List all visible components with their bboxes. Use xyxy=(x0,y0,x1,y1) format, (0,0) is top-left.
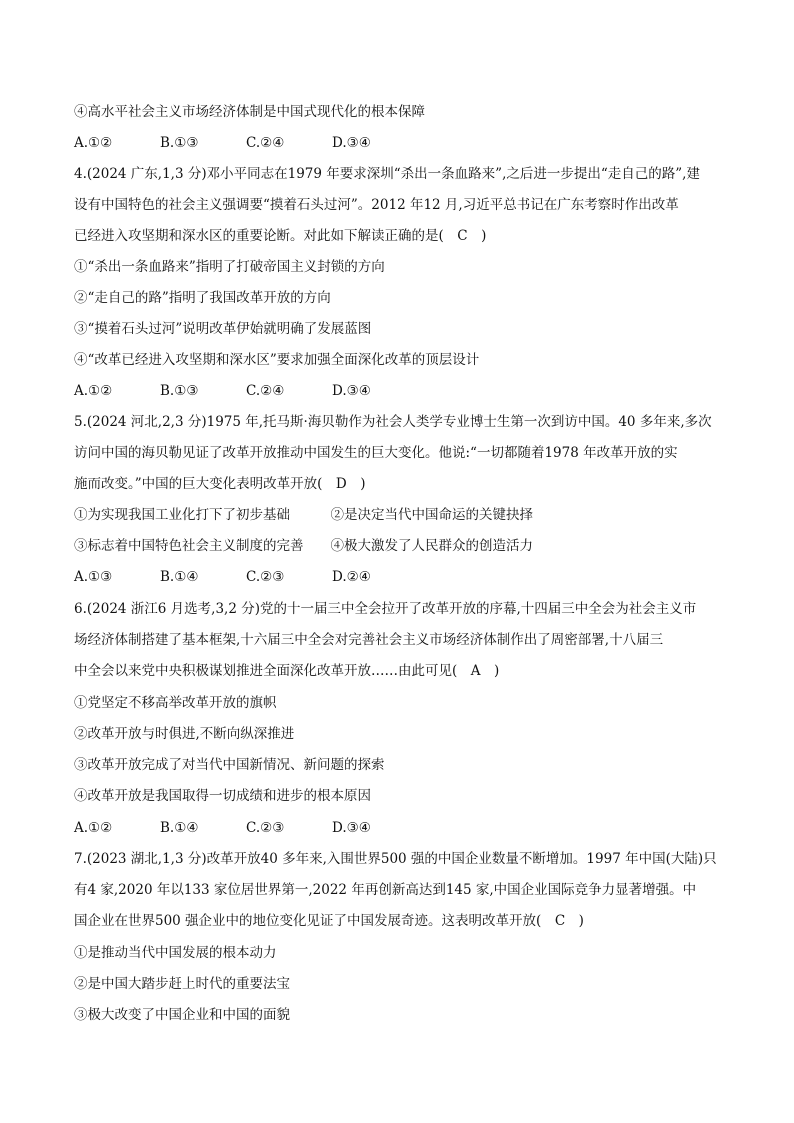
question-stem-line: 6.(2024 浙江6 月选考,3,2 分)党的十一届三中全会拉开了改革开放的序幕,十四届三中全会为社会主义市 xyxy=(74,601,697,617)
option-a: A.①② xyxy=(74,820,113,836)
statement-line: ①“杀出一条血路来”指明了打破帝国主义封锁的方向 xyxy=(74,259,385,275)
option-a: A.①③ xyxy=(74,569,113,585)
option-c: C.②④ xyxy=(246,135,285,151)
option-d: D.③④ xyxy=(332,383,371,399)
statement-line: ④“改革已经进入攻坚期和深水区”要求加强全面深化改革的顶层设计 xyxy=(74,352,480,368)
statement-line: ②“走自己的路”指明了我国改革开放的方向 xyxy=(74,290,331,306)
option-c: C.②③ xyxy=(246,820,285,836)
statement-line: ②改革开放与时俱进,不断向纵深推进 xyxy=(74,726,295,742)
option-c: C.②④ xyxy=(246,383,285,399)
statement-line: ①党坚定不移高举改革开放的旗帜 xyxy=(74,695,277,711)
question-stem-line: 5.(2024 河北,2,3 分)1975 年,托马斯·海贝勒作为社会人类学专业博士生第一次到访中国。40 多年来,多次 xyxy=(74,414,712,430)
statement-line: ④高水平社会主义市场经济体制是中国式现代化的根本保障 xyxy=(74,104,425,120)
statement-line: ①为实现我国工业化打下了初步基础 ②是决定当代中国命运的关键抉择 xyxy=(74,507,533,523)
option-b: B.①③ xyxy=(160,383,199,399)
question-stem-line: 国企业在世界500 强企业中的地位变化见证了中国发展奇迹。这表明改革开放( C ) xyxy=(74,913,584,929)
statement-line: ③标志着中国特色社会主义制度的完善 ④极大激发了人民群众的创造活力 xyxy=(74,538,533,554)
statement-line: ③“摸着石头过河”说明改革伊始就明确了发展蓝图 xyxy=(74,321,372,337)
option-d: D.②④ xyxy=(332,569,371,585)
question-stem-line: 访问中国的海贝勒见证了改革开放推动中国发生的巨大变化。他说:“一切都随着1978 年改革开放的实 xyxy=(74,445,678,461)
option-a: A.①② xyxy=(74,135,113,151)
statement-line: ④改革开放是我国取得一切成绩和进步的根本原因 xyxy=(74,788,371,804)
option-a: A.①② xyxy=(74,383,113,399)
question-stem-line: 已经进入攻坚期和深水区的重要论断。对此如下解读正确的是( C ) xyxy=(74,228,487,244)
statement-line: ①是推动当代中国发展的根本动力 xyxy=(74,945,277,961)
option-b: B.①④ xyxy=(160,820,199,836)
option-b: B.①④ xyxy=(160,569,199,585)
question-stem-line: 施而改变。”中国的巨大变化表明改革开放( D ) xyxy=(74,476,366,492)
statement-line: ③改革开放完成了对当代中国新情况、新问题的探索 xyxy=(74,757,385,773)
question-stem-line: 有4 家,2020 年以133 家位居世界第一,2022 年再创新高达到145 家,中国企业国际竞争力显著增强。中 xyxy=(74,882,697,898)
question-stem-line: 4.(2024 广东,1,3 分)邓小平同志在1979 年要求深圳“杀出一条血路来”,之后进一步提出“走自己的路”,建 xyxy=(74,166,700,182)
question-stem-line: 场经济体制搭建了基本框架,十六届三中全会对完善社会主义市场经济体制作出了周密部署,十八届三 xyxy=(74,632,664,648)
statement-line: ②是中国大踏步赶上时代的重要法宝 xyxy=(74,976,290,992)
option-d: D.③④ xyxy=(332,820,371,836)
question-stem-line: 中全会以来党中央积极谋划推进全面深化改革开放……由此可见( A ) xyxy=(74,663,500,679)
question-stem-line: 设有中国特色的社会主义强调要“摸着石头过河”。2012 年12 月,习近平总书记在广东考察时作出改革 xyxy=(74,197,679,213)
statement-line: ③极大改变了中国企业和中国的面貌 xyxy=(74,1007,290,1023)
option-d: D.③④ xyxy=(332,135,371,151)
question-stem-line: 7.(2023 湖北,1,3 分)改革开放40 多年来,入围世界500 强的中国企业数量不断增加。1997 年中国(大陆)只 xyxy=(74,851,717,867)
option-c: C.②③ xyxy=(246,569,285,585)
option-b: B.①③ xyxy=(160,135,199,151)
